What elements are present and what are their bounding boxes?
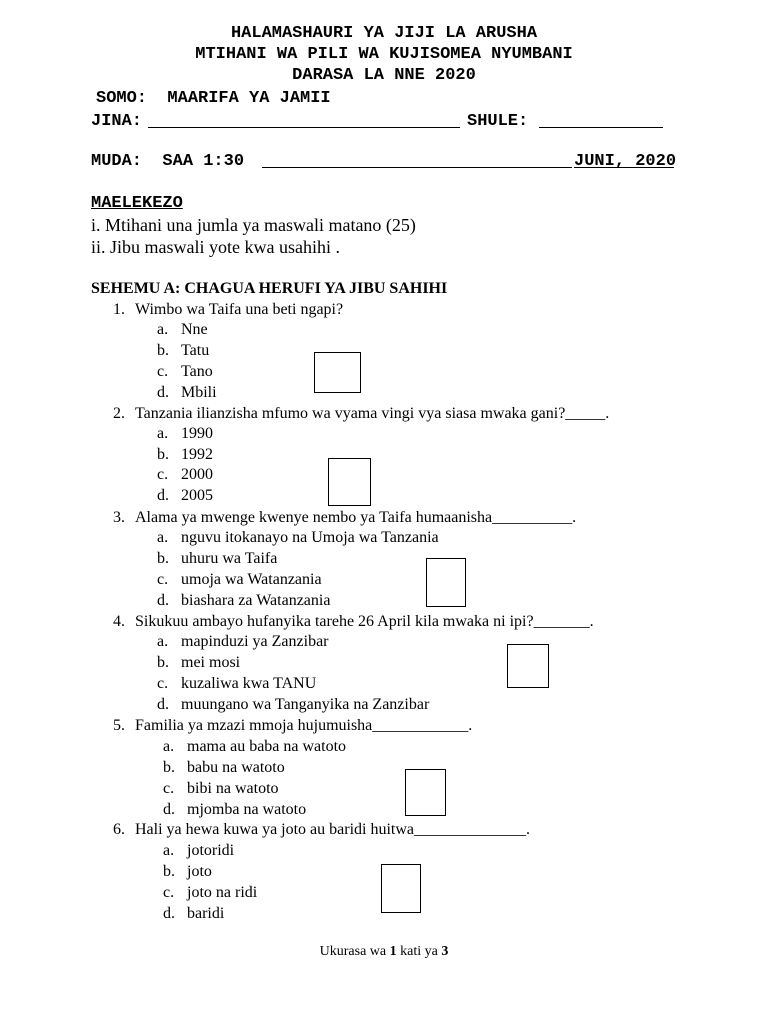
question-3 (113, 508, 576, 528)
option: a. mapinduzi ya Zanzibar (157, 633, 329, 650)
question-text: Alama ya mwenge kwenye nembo ya Taifa humaanisha__________. (135, 509, 577, 526)
question-2 (113, 404, 609, 424)
question-text: Sikukuu ambayo hufanyika tarehe 26 April kila mwaka ni ipi?_______. (135, 613, 594, 630)
page-number-footer: Ukurasa wa 1 kati ya 3 (319, 944, 449, 959)
option: b. uhuru wa Taifa (157, 550, 278, 567)
question-number: 2. (113, 405, 125, 422)
option: a. jotoridi (163, 842, 235, 859)
option: a. 1990 (157, 425, 213, 442)
school-blank-line (539, 127, 663, 128)
exam-title: MTIHANI WA PILI WA KUJISOMEA NYUMBANI (195, 45, 573, 64)
option: c. kuzaliwa kwa TANU (157, 675, 317, 692)
section-a-title: SEHEMU A: CHAGUA HERUFI YA JIBU SAHIHI (91, 280, 448, 297)
question-text: Familia ya mzazi mmoja hujumuisha____________. (135, 717, 473, 734)
question-number: 1. (113, 301, 125, 318)
option: c. joto na ridi (163, 884, 258, 901)
option: d. baridi (163, 905, 225, 922)
answer-box-4[interactable] (507, 644, 549, 688)
option: d. muungano wa Tanganyika na Zanzibar (157, 696, 430, 713)
option: a. Nne (157, 321, 208, 338)
name-blank-line (148, 127, 460, 128)
exam-date: JUNI, 2020 (574, 152, 677, 171)
question-4 (113, 612, 594, 632)
option: b. 1992 (157, 446, 213, 463)
option: b. mei mosi (157, 654, 241, 671)
answer-box-2[interactable] (328, 458, 371, 506)
school-label: SHULE: (467, 112, 529, 131)
answer-box-3[interactable] (426, 558, 466, 607)
option: a. mama au baba na watoto (163, 738, 347, 755)
exam-authority-title: HALAMASHAURI YA JIJI LA ARUSHA (230, 24, 538, 43)
question-1 (113, 300, 343, 320)
date-underline (574, 167, 674, 168)
option: b. babu na watoto (163, 759, 285, 776)
option: d. mjomba na watoto (163, 801, 307, 818)
option: b. Tatu (157, 342, 210, 359)
answer-box-6[interactable] (381, 864, 421, 913)
instructions-title: MAELEKEZO (91, 194, 183, 213)
question-5 (113, 716, 472, 736)
answer-box-1[interactable] (314, 352, 361, 393)
question-text: Hali ya hewa kuwa ya joto au baridi huitwa______________. (135, 821, 531, 838)
question-number: 3. (113, 509, 125, 526)
option: a. nguvu itokanayo na Umoja wa Tanzania (157, 529, 439, 546)
class-year-title: DARASA LA NNE 2020 (292, 66, 476, 85)
option: d. biashara za Watanzania (157, 592, 331, 609)
question-number: 4. (113, 613, 125, 630)
answer-box-5[interactable] (405, 769, 446, 816)
option: d. Mbili (157, 384, 217, 401)
duration-label: MUDA: SAA 1:30 (91, 152, 245, 171)
question-6 (113, 820, 530, 840)
option: c. bibi na watoto (163, 780, 279, 797)
option: c. Tano (157, 363, 213, 380)
option: b. joto (163, 863, 212, 880)
option: c. 2000 (157, 466, 213, 483)
option: d. 2005 (157, 487, 213, 504)
instruction-item: ii. Jibu maswali yote kwa usahihi . (91, 237, 340, 257)
instruction-item: i. Mtihani una jumla ya maswali matano (25) (91, 215, 416, 235)
question-text: Tanzania ilianzisha mfumo wa vyama vingi vya siasa mwaka gani?_____. (135, 405, 610, 422)
question-number: 6. (113, 821, 125, 838)
option: c. umoja wa Watanzania (157, 571, 322, 588)
question-text: Wimbo wa Taifa una beti ngapi? (135, 301, 344, 318)
subject-label: SOMO: MAARIFA YA JAMII (96, 89, 331, 108)
question-number: 5. (113, 717, 125, 734)
name-label: JINA: (91, 112, 143, 131)
duration-line (262, 167, 572, 168)
